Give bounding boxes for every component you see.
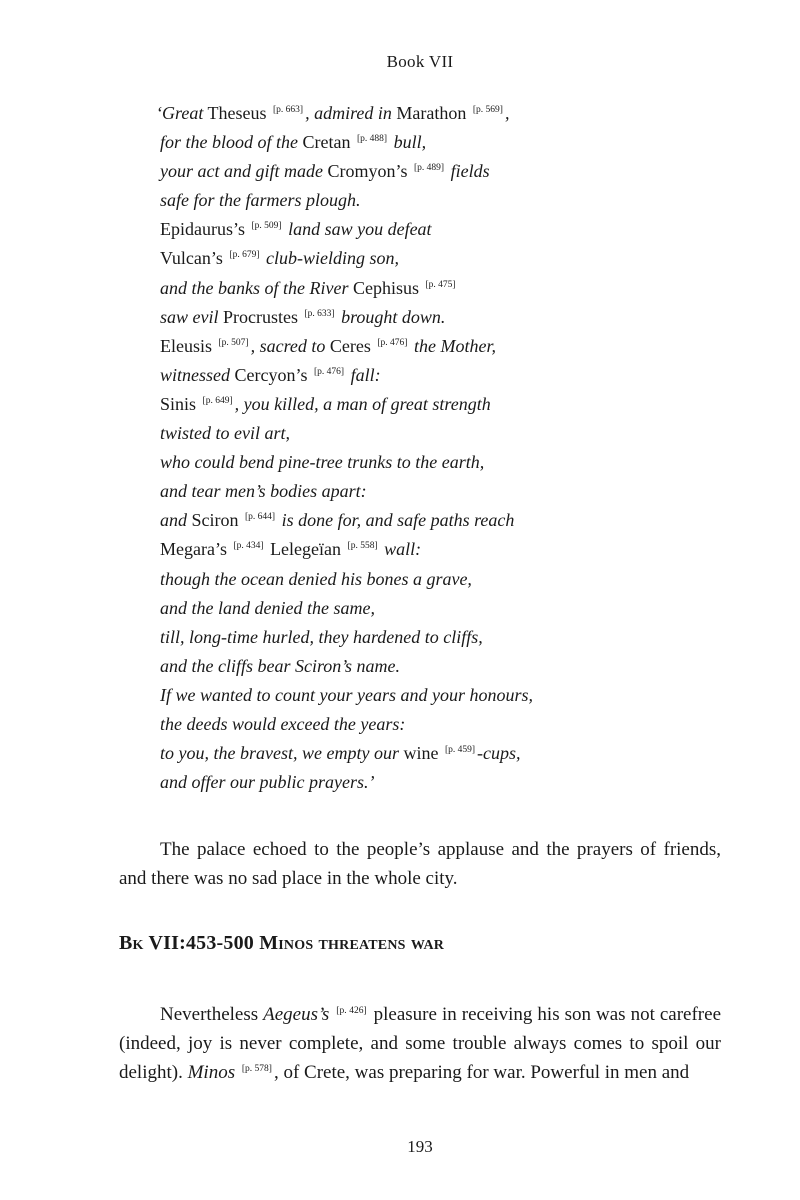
text-run: land saw you defeat — [283, 219, 432, 240]
page-reference: [p. 434] — [233, 541, 264, 552]
poem-line — [160, 216, 760, 245]
text-run: who could bend pine-tree trunks to the earth, — [160, 452, 485, 473]
text-run: brought down. — [336, 306, 446, 327]
text-run: The palace echoed to the people’s applause and the prayers of friends, and there was no sad place in the whole city. — [119, 839, 721, 889]
text-run: and offer our public prayers.’ — [160, 772, 375, 793]
text-run: , — [504, 103, 510, 123]
text-run: Marathon — [391, 103, 471, 123]
text-run: Cromyon’s — [322, 161, 412, 182]
poem-line — [160, 129, 760, 158]
text-run: and tear men’s bodies apart: — [160, 481, 367, 502]
poem-line — [160, 304, 760, 333]
text-run: the deeds would exceed the years: — [160, 713, 406, 734]
text-run: bull, — [389, 132, 427, 153]
poem-line — [160, 158, 760, 187]
page-reference: [p. 476] — [377, 337, 408, 348]
text-run: for the blood of the — [160, 132, 298, 153]
poem-line — [160, 245, 760, 274]
text-run: ‘ — [156, 103, 162, 123]
text-run: Sciron — [187, 510, 243, 531]
poem-line — [160, 536, 760, 565]
text-run: , of Crete, was preparing for war. Powerful in men and — [273, 1062, 690, 1083]
text-run: Lelegeïan — [265, 539, 346, 560]
text-run: Cretan — [298, 132, 355, 153]
text-run: Vulcan’s — [160, 248, 228, 269]
text-run: , you killed, a man of great strength — [234, 393, 491, 414]
text-run: though the ocean denied his bones a grave, — [160, 568, 472, 589]
page-reference: [p. 507] — [218, 337, 249, 348]
text-run: Epidaurus’s — [160, 219, 250, 240]
poem-line — [160, 420, 760, 449]
text-run: Procrustes — [218, 306, 303, 327]
text-run: and the land denied the same, — [160, 597, 375, 618]
text-run: witnessed — [160, 364, 230, 385]
poem-line — [160, 653, 760, 682]
text-run: club-wielding son, — [261, 248, 399, 269]
page-reference: [p. 489] — [414, 163, 445, 174]
page-number: 193 — [407, 1137, 433, 1156]
text-run: Theseus — [203, 103, 271, 123]
poem-line — [160, 566, 760, 595]
text-run: Great — [162, 103, 204, 123]
page-reference: [p. 459] — [444, 745, 476, 756]
body-paragraph — [119, 835, 721, 893]
poem-line — [160, 769, 760, 798]
poem-line — [160, 507, 760, 536]
text-run: Nevertheless — [160, 1004, 264, 1025]
poem-line — [160, 449, 760, 478]
page-reference: [p. 475] — [425, 279, 456, 290]
text-run: saw evil — [160, 306, 219, 327]
text-run: wine — [398, 743, 443, 764]
text-run: If we wanted to count your years and your honours, — [160, 684, 533, 705]
page-reference: [p. 476] — [313, 366, 345, 377]
page-reference: [p. 663] — [273, 105, 304, 115]
text-run: Megara’s — [160, 539, 232, 560]
text-run: Aegeus’s — [263, 1004, 330, 1025]
poem-line — [160, 478, 760, 507]
text-run: , sacred to — [250, 335, 326, 356]
poem-line — [160, 362, 760, 391]
poem-line — [160, 595, 760, 624]
text-run: wall: — [379, 539, 422, 560]
text-run: and — [160, 510, 187, 531]
text-run: , admired in — [305, 103, 392, 123]
text-run: pleasure in receiving his son was not carefree (indeed, joy is never complete, and some trouble always comes to spoil our delight). — [119, 1004, 722, 1083]
page-reference: [p. 633] — [304, 308, 335, 319]
poem-line — [160, 682, 760, 711]
poem-line — [160, 711, 760, 740]
page-reference: [p. 578] — [241, 1064, 272, 1074]
text-run: and the cliffs bear Sciron’s name. — [160, 655, 400, 676]
page-reference: [p. 488] — [356, 134, 388, 145]
page-reference: [p. 558] — [347, 541, 378, 552]
text-run: the Mother, — [409, 335, 496, 356]
page-reference: [p. 649] — [202, 395, 233, 406]
text-run: fields — [446, 161, 490, 182]
section-heading: Bk VII:453-500 Minos threatens war — [119, 932, 445, 954]
poem-block — [156, 100, 760, 798]
page-reference: [p. 509] — [251, 221, 282, 232]
text-run: to you, the bravest, we empty our — [160, 743, 399, 764]
poem-line — [160, 187, 760, 216]
text-run: and the banks of the River — [160, 277, 349, 298]
text-run: Minos — [187, 1062, 236, 1083]
poem-line — [160, 391, 760, 420]
poem-line — [156, 100, 760, 129]
text-run: -cups, — [477, 743, 521, 764]
text-run: your act and gift made — [160, 161, 323, 182]
text-run: fall: — [346, 364, 381, 385]
page-reference: [p. 426] — [336, 1006, 367, 1016]
text-run: safe for the farmers plough. — [160, 190, 361, 211]
text-run: Cercyon’s — [230, 364, 312, 385]
poem-line — [160, 624, 760, 653]
text-run: is done for, and safe paths reach — [277, 510, 515, 531]
running-header: Book VII — [386, 52, 454, 71]
page-reference: [p. 569] — [472, 105, 503, 115]
poem-line — [160, 275, 760, 304]
text-run: Eleusis — [160, 335, 217, 356]
poem-line — [160, 333, 760, 362]
page-reference: [p. 644] — [245, 512, 276, 523]
text-run: till, long-time hurled, they hardened to cliffs, — [160, 626, 483, 647]
page-reference: [p. 679] — [229, 250, 260, 261]
text-run: Cephisus — [348, 277, 424, 298]
text-run: twisted to evil art, — [160, 423, 290, 444]
poem-line — [160, 740, 760, 769]
text-run: Ceres — [325, 335, 376, 356]
text-run: Sinis — [160, 393, 201, 414]
body-paragraph — [119, 1000, 721, 1087]
